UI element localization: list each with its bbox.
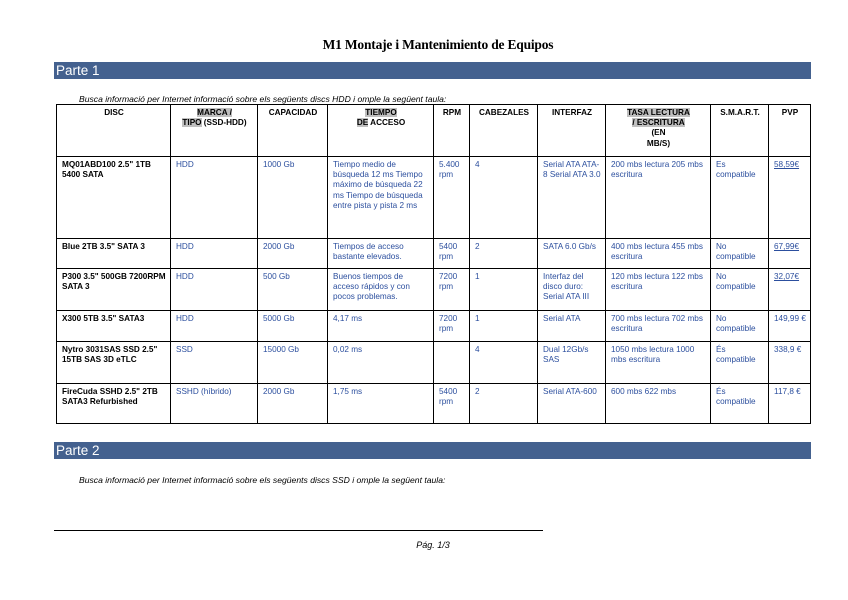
cell-tiempo: Buenos tiempos de acceso rápidos y con pocos problemas. bbox=[328, 269, 434, 311]
cell-interfaz: Dual 12Gb/s SAS bbox=[538, 342, 606, 384]
section-heading-part-2: Parte 2 bbox=[54, 442, 811, 459]
cell-pvp bbox=[769, 239, 811, 269]
cell-tipo: SSD bbox=[171, 342, 258, 384]
cell-rpm bbox=[434, 342, 470, 384]
header-smart: S.M.A.R.T. bbox=[711, 105, 769, 157]
cell-pvp bbox=[769, 157, 811, 239]
cell-tasa: 120 mbs lectura 122 mbs escritura bbox=[606, 269, 711, 311]
header-tasa bbox=[606, 105, 711, 157]
cell-interfaz: Serial ATA-600 bbox=[538, 384, 606, 424]
cell-interfaz: Serial ATA bbox=[538, 311, 606, 342]
pvp-value: 32,07€ bbox=[774, 272, 800, 281]
cell-tipo: SSHD (híbrido) bbox=[171, 384, 258, 424]
part-2-intro: Busca informació per Internet informació sobre els següents discs SSD i omple la següent taula: bbox=[79, 475, 446, 485]
cell-rpm: 7200 rpm bbox=[434, 311, 470, 342]
table-row bbox=[57, 342, 811, 384]
cell-disc: Blue 2TB 3.5" SATA 3 bbox=[57, 239, 171, 269]
cell-tipo: HDD bbox=[171, 269, 258, 311]
header-marca-tipo bbox=[171, 105, 258, 157]
cell-cabezales: 1 bbox=[470, 311, 538, 342]
pvp-value: 67,99€ bbox=[774, 242, 800, 251]
cell-interfaz: Serial ATA ATA-8 Serial ATA 3.0 bbox=[538, 157, 606, 239]
header-marca-label: MARCA / bbox=[197, 108, 232, 117]
cell-cabezales: 2 bbox=[470, 239, 538, 269]
cell-tasa: 700 mbs lectura 702 mbs escritura bbox=[606, 311, 711, 342]
cell-disc: X300 5TB 3.5" SATA3 bbox=[57, 311, 171, 342]
table-row bbox=[57, 311, 811, 342]
cell-smart: No compatible bbox=[711, 311, 769, 342]
cell-capacidad: 2000 Gb bbox=[258, 384, 328, 424]
document-title: M1 Montaje i Mantenimiento de Equipos bbox=[322, 37, 554, 52]
cell-smart: És compatible bbox=[711, 342, 769, 384]
cell-disc: P300 3.5" 500GB 7200RPM SATA 3 bbox=[57, 269, 171, 311]
table-row bbox=[57, 384, 811, 424]
cell-pvp: 149,99 € bbox=[769, 311, 811, 342]
cell-rpm: 7200 rpm bbox=[434, 269, 470, 311]
cell-tasa: 600 mbs 622 mbs bbox=[606, 384, 711, 424]
cell-tiempo: 4,17 ms bbox=[328, 311, 434, 342]
header-tipo-suffix: (SSD-HDD) bbox=[201, 118, 247, 128]
header-tasa-escritura: / ESCRITURA bbox=[632, 118, 685, 128]
table-row bbox=[57, 269, 811, 311]
cell-rpm: 5400 rpm bbox=[434, 384, 470, 424]
cell-tasa: 400 mbs lectura 455 mbs escritura bbox=[606, 239, 711, 269]
cell-capacidad: 15000 Gb bbox=[258, 342, 328, 384]
cell-pvp: 338,9 € bbox=[769, 342, 811, 384]
header-acceso-label: ACCESO bbox=[368, 118, 406, 128]
cell-smart: És compatible bbox=[711, 384, 769, 424]
cell-smart: No compatible bbox=[711, 269, 769, 311]
cell-tiempo: 0,02 ms bbox=[328, 342, 434, 384]
header-de-label: DE bbox=[356, 118, 369, 128]
cell-tasa: 1050 mbs lectura 1000 mbs escritura bbox=[606, 342, 711, 384]
header-tiempo-label: TIEMPO bbox=[365, 108, 397, 117]
cell-rpm: 5.400 rpm bbox=[434, 157, 470, 239]
cell-tasa: 200 mbs lectura 205 mbs escritura bbox=[606, 157, 711, 239]
cell-pvp: 117,8 € bbox=[769, 384, 811, 424]
cell-rpm: 5400 rpm bbox=[434, 239, 470, 269]
section-heading-part-1: Parte 1 bbox=[54, 62, 811, 79]
page-number: Pág. 1/3 bbox=[416, 540, 450, 550]
cell-pvp bbox=[769, 269, 811, 311]
part-1-intro: Busca informació per Internet informació sobre els següents discs HDD i omple la següent taula: bbox=[79, 94, 447, 104]
header-tasa-unit: MB/S) bbox=[646, 138, 671, 148]
cell-tiempo: Tiempos de acceso bastante elevados. bbox=[328, 239, 434, 269]
cell-smart: No compatible bbox=[711, 239, 769, 269]
cell-cabezales: 4 bbox=[470, 342, 538, 384]
cell-tiempo: Tiempo medio de búsqueda 12 ms Tiempo máximo de búsqueda 22 ms Tiempo de búsqueda entre pista y pista 2 ms bbox=[328, 157, 434, 239]
hdd-comparison-table bbox=[56, 104, 811, 424]
header-tasa-en: (EN bbox=[651, 128, 666, 138]
cell-disc: MQ01ABD100 2.5" 1TB 5400 SATA bbox=[57, 157, 171, 239]
header-capacidad: CAPACIDAD bbox=[258, 105, 328, 157]
cell-disc: FireCuda SSHD 2.5" 2TB SATA3 Refurbished bbox=[57, 384, 171, 424]
table-row bbox=[57, 239, 811, 269]
header-pvp: PVP bbox=[769, 105, 811, 157]
table-header-row bbox=[57, 105, 811, 157]
cell-cabezales: 2 bbox=[470, 384, 538, 424]
pvp-value: 58,59€ bbox=[774, 160, 800, 169]
cell-disc: Nytro 3031SAS SSD 2.5" 15TB SAS 3D eTLC bbox=[57, 342, 171, 384]
cell-capacidad: 5000 Gb bbox=[258, 311, 328, 342]
cell-tipo: HDD bbox=[171, 239, 258, 269]
header-tiempo-acceso bbox=[328, 105, 434, 157]
cell-tipo: HDD bbox=[171, 157, 258, 239]
header-tasa-lectura: TASA LECTURA bbox=[627, 108, 690, 117]
cell-cabezales: 1 bbox=[470, 269, 538, 311]
footer-divider bbox=[54, 530, 543, 531]
cell-interfaz: SATA 6.0 Gb/s bbox=[538, 239, 606, 269]
cell-smart: Es compatible bbox=[711, 157, 769, 239]
table-row bbox=[57, 157, 811, 239]
cell-tipo: HDD bbox=[171, 311, 258, 342]
cell-capacidad: 1000 Gb bbox=[258, 157, 328, 239]
header-interfaz: INTERFAZ bbox=[538, 105, 606, 157]
header-tipo-label: TIPO bbox=[182, 118, 202, 128]
cell-tiempo: 1,75 ms bbox=[328, 384, 434, 424]
cell-interfaz: Interfaz del disco duro: Serial ATA III bbox=[538, 269, 606, 311]
header-cabezales: CABEZALES bbox=[470, 105, 538, 157]
header-rpm: RPM bbox=[434, 105, 470, 157]
header-disc: DISC bbox=[57, 105, 171, 157]
cell-capacidad: 500 Gb bbox=[258, 269, 328, 311]
cell-capacidad: 2000 Gb bbox=[258, 239, 328, 269]
cell-cabezales: 4 bbox=[470, 157, 538, 239]
